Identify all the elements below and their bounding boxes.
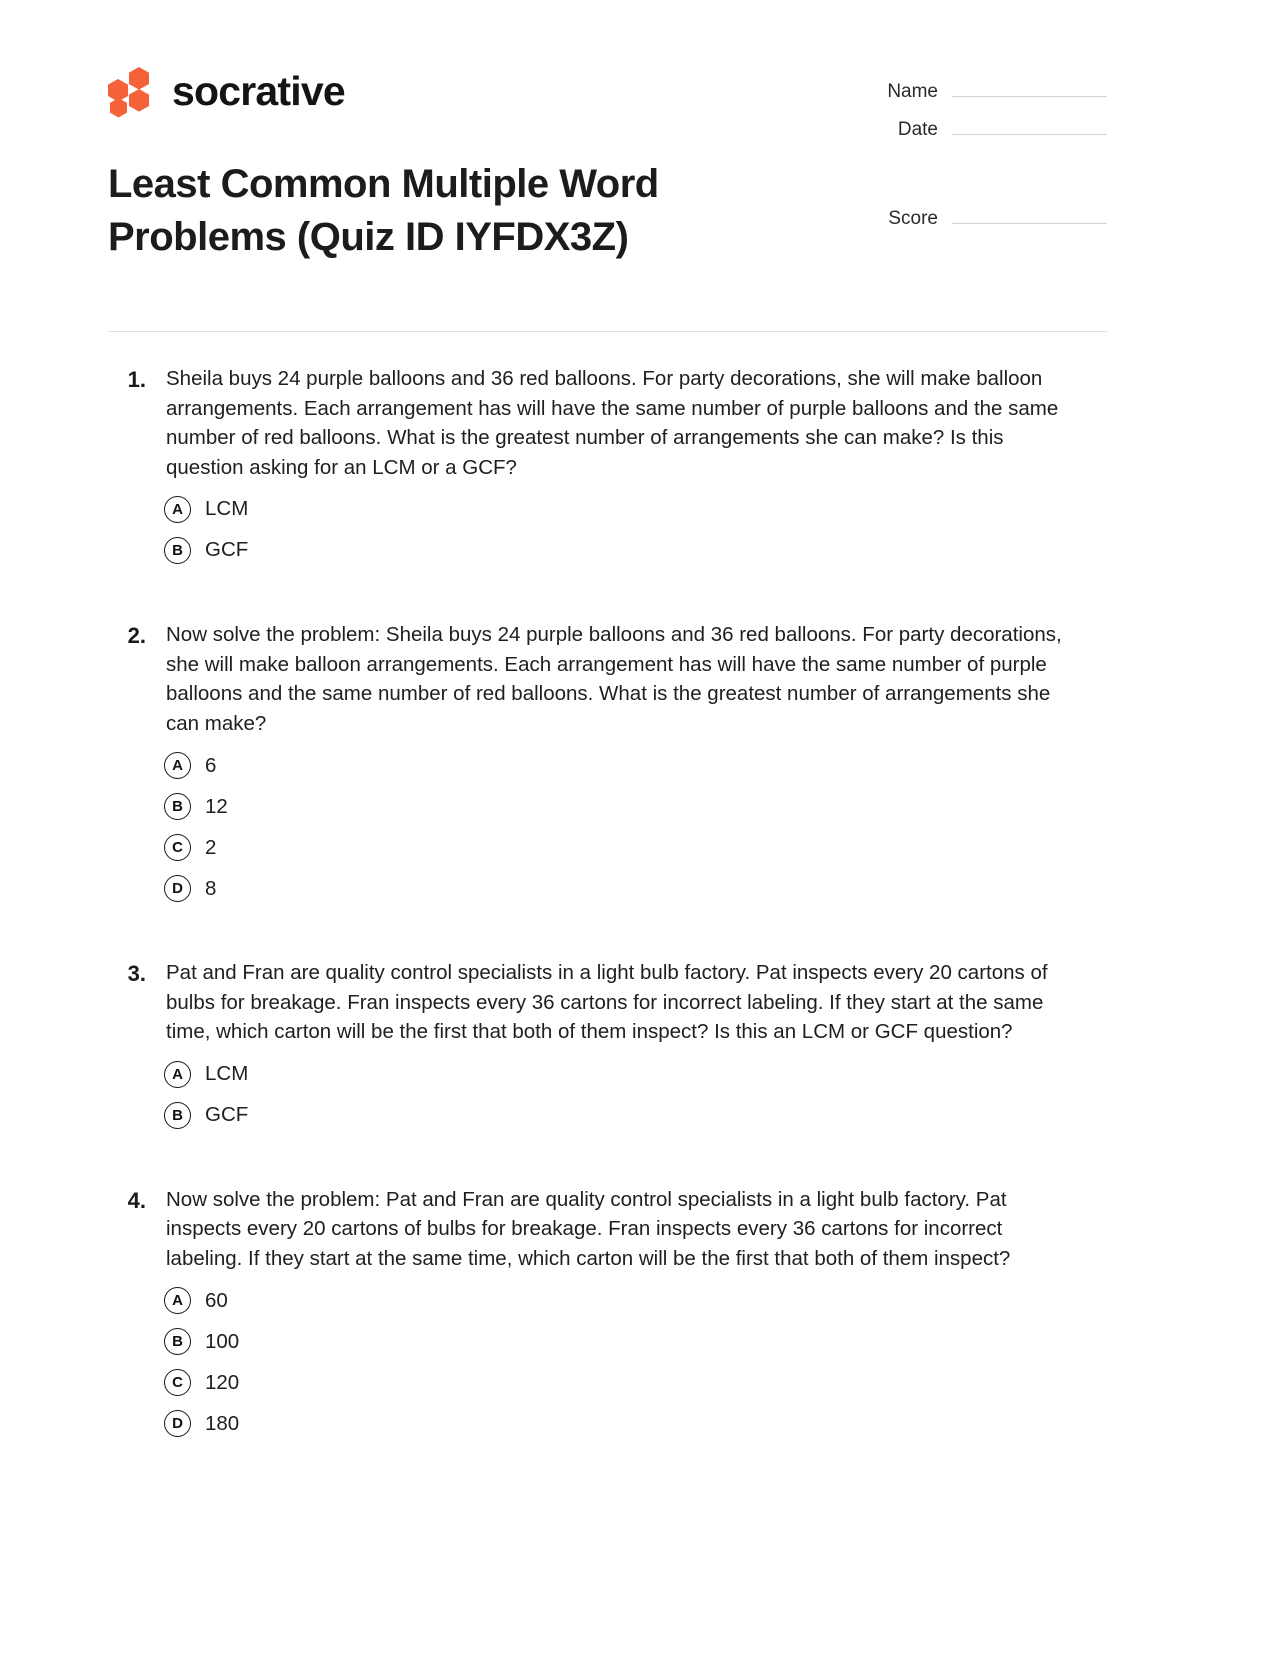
choice-option[interactable]	[108, 537, 1107, 564]
date-input[interactable]	[952, 114, 1107, 135]
score-input[interactable]	[952, 203, 1107, 224]
choice-label: GCF	[205, 1103, 249, 1127]
choices-list	[108, 1287, 1107, 1437]
question-text: Pat and Fran are quality control specialists in a light bulb factory. Pat inspects every 20 cartons of bulbs for breakage. Fran inspects every 36 cartons for incorrect labeling. If they start at the same time, which carton will be the first that both of them inspect? Is this an LCM or GCF question?	[166, 961, 1048, 1044]
choices-list	[108, 496, 1107, 564]
question-item	[108, 364, 1107, 564]
choice-bubble-icon[interactable]: C	[164, 1369, 191, 1396]
choice-option[interactable]	[108, 1102, 1107, 1129]
choice-label: 100	[205, 1329, 240, 1353]
choice-label: 60	[205, 1288, 228, 1312]
choice-option[interactable]	[108, 1410, 1107, 1437]
name-input[interactable]	[952, 76, 1107, 97]
question-item	[108, 958, 1107, 1129]
question-number: 1.	[127, 367, 146, 393]
choice-option[interactable]	[108, 834, 1107, 861]
question-number: 4.	[127, 1187, 146, 1213]
question-item	[108, 620, 1107, 902]
choice-option[interactable]	[108, 496, 1107, 523]
choices-list	[108, 1061, 1107, 1129]
choice-label: LCM	[205, 1062, 249, 1086]
score-field-row	[857, 203, 1107, 230]
choice-label: 180	[205, 1411, 240, 1435]
choice-label: LCM	[205, 497, 249, 521]
name-field-label: Name	[887, 81, 938, 102]
question-row	[108, 1185, 1107, 1274]
choice-option[interactable]	[108, 1287, 1107, 1314]
name-field-row	[857, 76, 1107, 103]
choice-bubble-icon[interactable]: D	[164, 1410, 191, 1437]
question-row	[108, 958, 1107, 1047]
question-row	[108, 364, 1107, 482]
choice-option[interactable]	[108, 1061, 1107, 1088]
question-number: 3.	[127, 961, 146, 987]
page-title: Least Common Multiple Word Problems (Quiz ID IYFDX3Z)	[108, 162, 659, 260]
choice-bubble-icon[interactable]: C	[164, 834, 191, 861]
socrative-logo	[108, 62, 808, 120]
question-number: 2.	[127, 623, 146, 649]
choice-bubble-icon[interactable]: B	[164, 1328, 191, 1355]
choice-option[interactable]	[108, 793, 1107, 820]
choice-option[interactable]	[108, 1369, 1107, 1396]
choice-label: 120	[205, 1370, 240, 1394]
date-field-label: Date	[897, 119, 938, 140]
score-field-label: Score	[888, 208, 938, 229]
choice-bubble-icon[interactable]: B	[164, 793, 191, 820]
choices-list	[108, 752, 1107, 902]
brand-and-title	[108, 62, 808, 291]
choice-option[interactable]	[108, 752, 1107, 779]
choice-bubble-icon[interactable]: A	[164, 752, 191, 779]
choice-bubble-icon[interactable]: A	[164, 496, 191, 523]
choice-bubble-icon[interactable]: A	[164, 1287, 191, 1314]
choice-bubble-icon[interactable]: D	[164, 875, 191, 902]
choice-label: 2	[205, 835, 217, 859]
question-text: Now solve the problem: Pat and Fran are quality control specialists in a light bulb factory. Pat inspects every 20 cartons of bulbs for breakage. Fran inspects every 36 cartons for incorrect labeling. If they start at the same time, which carton will be the first that both of them inspect?	[166, 1187, 1011, 1270]
choice-bubble-icon[interactable]: B	[164, 537, 191, 564]
choice-option[interactable]	[108, 1328, 1107, 1355]
choice-label: 12	[205, 794, 228, 818]
question-text: Sheila buys 24 purple balloons and 36 red balloons. For party decorations, she will make balloon arrangements. Each arrangement has will have the same number of purple balloons and the same number of red balloons. What is the greatest number of arrangements she can make? Is this question asking for an LCM or a GCF?	[166, 367, 1059, 479]
choice-label: 8	[205, 876, 217, 900]
question-row	[108, 620, 1107, 738]
questions-list	[0, 332, 1275, 1437]
question-item	[108, 1185, 1107, 1438]
student-info-fields	[857, 62, 1107, 241]
choice-label: 6	[205, 753, 217, 777]
choice-label: GCF	[205, 538, 249, 562]
choice-option[interactable]	[108, 875, 1107, 902]
choice-bubble-icon[interactable]: A	[164, 1061, 191, 1088]
brand-name: socrative	[172, 67, 345, 114]
choice-bubble-icon[interactable]: B	[164, 1102, 191, 1129]
page-header	[0, 0, 1275, 291]
date-field-row	[857, 114, 1107, 141]
socrative-hexagons-logo-icon	[108, 67, 158, 115]
question-text: Now solve the problem: Sheila buys 24 purple balloons and 36 red balloons. For party decorations, she will make balloon arrangements. Each arrangement has will have the same number of purple balloons and the same number of red balloons. What is the greatest number of arrangements she can make?	[166, 623, 1062, 735]
